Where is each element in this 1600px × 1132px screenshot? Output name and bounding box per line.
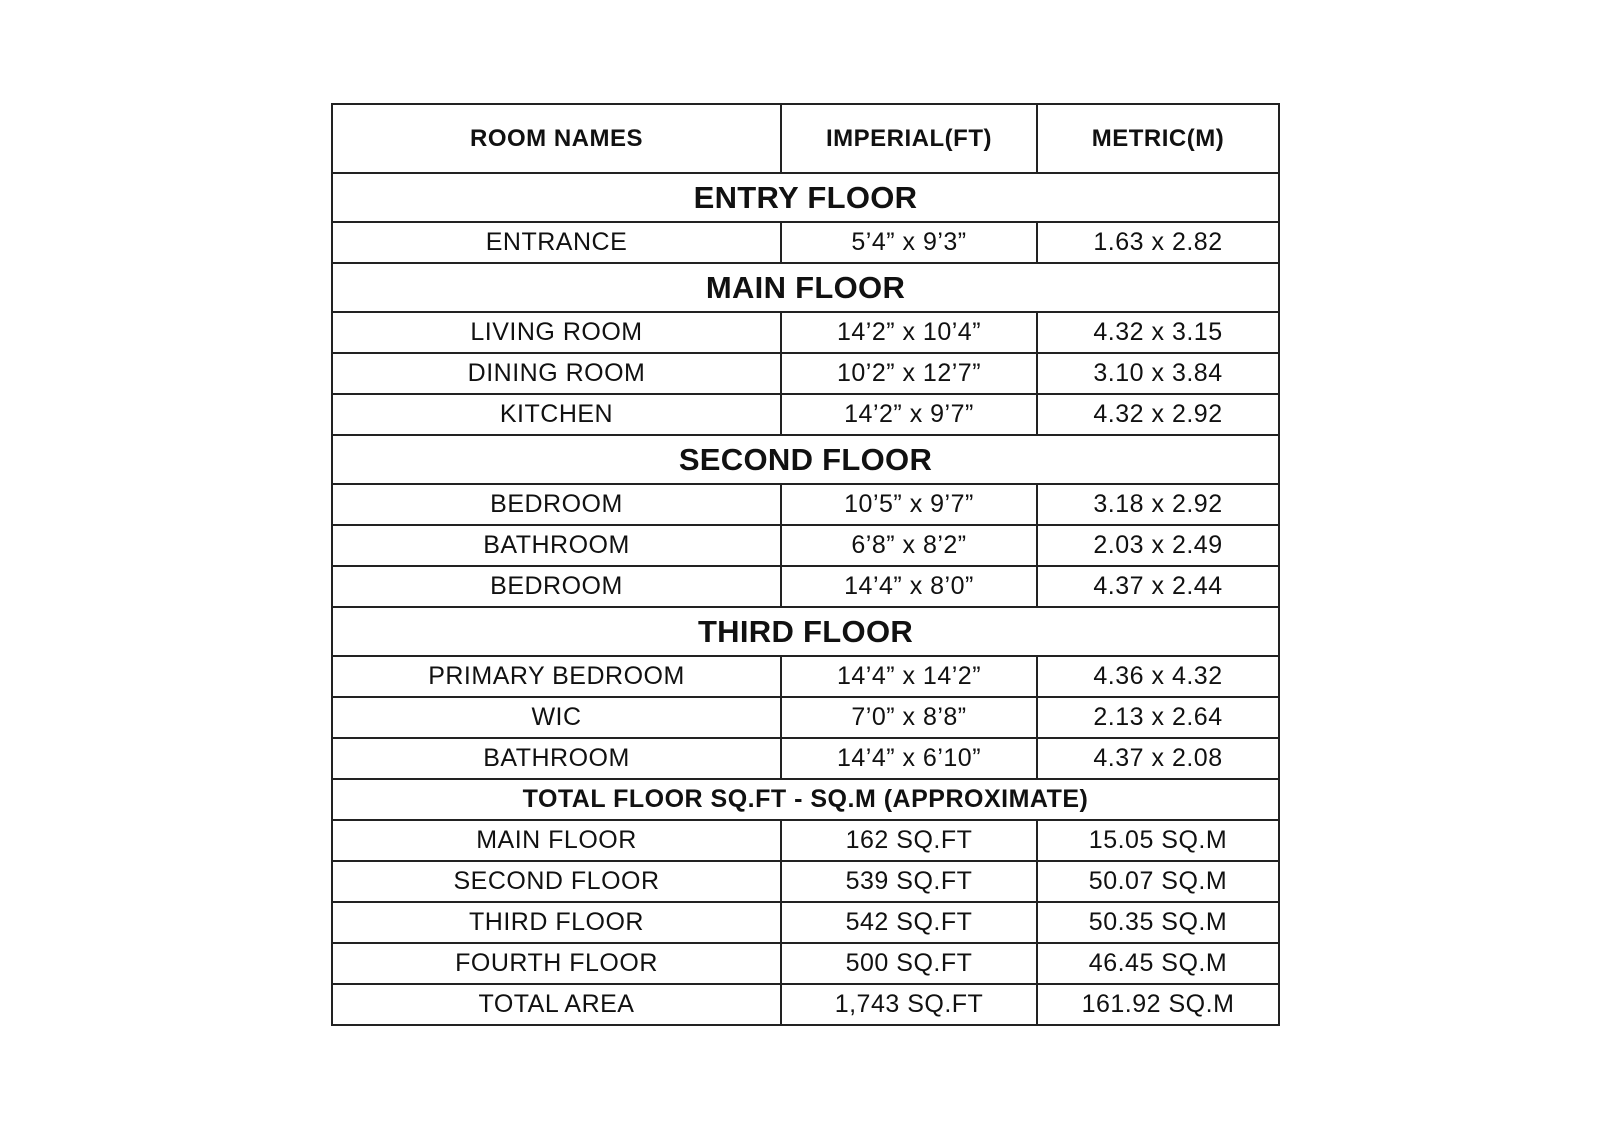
table-row <box>332 312 1279 353</box>
table-row <box>332 738 1279 779</box>
sqft-cell: 539 SQ.FT <box>781 861 1037 902</box>
header-row <box>332 104 1279 173</box>
table-row <box>332 222 1279 263</box>
section-title: THIRD FLOOR <box>332 607 1279 656</box>
header-imperial: IMPERIAL(FT) <box>781 104 1037 173</box>
imperial-cell: 6’8” x 8’2” <box>781 525 1037 566</box>
table-row <box>332 656 1279 697</box>
section-header-row <box>332 607 1279 656</box>
metric-cell: 4.36 x 4.32 <box>1037 656 1279 697</box>
imperial-cell: 5’4” x 9’3” <box>781 222 1037 263</box>
totals-row <box>332 943 1279 984</box>
sqm-cell: 50.35 SQ.M <box>1037 902 1279 943</box>
metric-cell: 4.32 x 2.92 <box>1037 394 1279 435</box>
sqft-cell: 500 SQ.FT <box>781 943 1037 984</box>
room-name-cell: BEDROOM <box>332 484 781 525</box>
totals-title: TOTAL FLOOR SQ.FT - SQ.M (APPROXIMATE) <box>332 779 1279 820</box>
room-name-cell: KITCHEN <box>332 394 781 435</box>
section-header-row <box>332 173 1279 222</box>
section-title: SECOND FLOOR <box>332 435 1279 484</box>
imperial-cell: 14’4” x 6’10” <box>781 738 1037 779</box>
room-name-cell: BATHROOM <box>332 525 781 566</box>
totals-row <box>332 902 1279 943</box>
totals-row <box>332 820 1279 861</box>
sqm-cell: 46.45 SQ.M <box>1037 943 1279 984</box>
room-name-cell: DINING ROOM <box>332 353 781 394</box>
imperial-cell: 10’5” x 9’7” <box>781 484 1037 525</box>
imperial-cell: 7’0” x 8’8” <box>781 697 1037 738</box>
total-area-row <box>332 984 1279 1025</box>
table-row <box>332 697 1279 738</box>
section-title: MAIN FLOOR <box>332 263 1279 312</box>
section-header-row <box>332 263 1279 312</box>
table-row <box>332 484 1279 525</box>
header-metric: METRIC(M) <box>1037 104 1279 173</box>
metric-cell: 4.37 x 2.08 <box>1037 738 1279 779</box>
room-name-cell: LIVING ROOM <box>332 312 781 353</box>
metric-cell: 2.13 x 2.64 <box>1037 697 1279 738</box>
totals-header-row <box>332 779 1279 820</box>
floor-name-cell: SECOND FLOOR <box>332 861 781 902</box>
metric-cell: 4.32 x 3.15 <box>1037 312 1279 353</box>
room-name-cell: WIC <box>332 697 781 738</box>
imperial-cell: 14’2” x 9’7” <box>781 394 1037 435</box>
floor-name-cell: FOURTH FLOOR <box>332 943 781 984</box>
table-row <box>332 566 1279 607</box>
header-room-names: ROOM NAMES <box>332 104 781 173</box>
sqft-cell: 162 SQ.FT <box>781 820 1037 861</box>
imperial-cell: 14’2” x 10’4” <box>781 312 1037 353</box>
totals-row <box>332 861 1279 902</box>
metric-cell: 4.37 x 2.44 <box>1037 566 1279 607</box>
room-dimensions-table <box>331 103 1280 1026</box>
room-name-cell: ENTRANCE <box>332 222 781 263</box>
total-area-sqm: 161.92 SQ.M <box>1037 984 1279 1025</box>
imperial-cell: 14’4” x 8’0” <box>781 566 1037 607</box>
section-title: ENTRY FLOOR <box>332 173 1279 222</box>
imperial-cell: 10’2” x 12’7” <box>781 353 1037 394</box>
table-row <box>332 394 1279 435</box>
sqm-cell: 15.05 SQ.M <box>1037 820 1279 861</box>
sqft-cell: 542 SQ.FT <box>781 902 1037 943</box>
room-name-cell: BEDROOM <box>332 566 781 607</box>
floor-name-cell: MAIN FLOOR <box>332 820 781 861</box>
table-row <box>332 525 1279 566</box>
metric-cell: 2.03 x 2.49 <box>1037 525 1279 566</box>
section-header-row <box>332 435 1279 484</box>
table-row <box>332 353 1279 394</box>
room-name-cell: PRIMARY BEDROOM <box>332 656 781 697</box>
floor-name-cell: THIRD FLOOR <box>332 902 781 943</box>
total-area-sqft: 1,743 SQ.FT <box>781 984 1037 1025</box>
metric-cell: 1.63 x 2.82 <box>1037 222 1279 263</box>
sqm-cell: 50.07 SQ.M <box>1037 861 1279 902</box>
imperial-cell: 14’4” x 14’2” <box>781 656 1037 697</box>
total-area-label: TOTAL AREA <box>332 984 781 1025</box>
room-dimensions-sheet <box>331 103 1278 1026</box>
room-name-cell: BATHROOM <box>332 738 781 779</box>
metric-cell: 3.18 x 2.92 <box>1037 484 1279 525</box>
metric-cell: 3.10 x 3.84 <box>1037 353 1279 394</box>
